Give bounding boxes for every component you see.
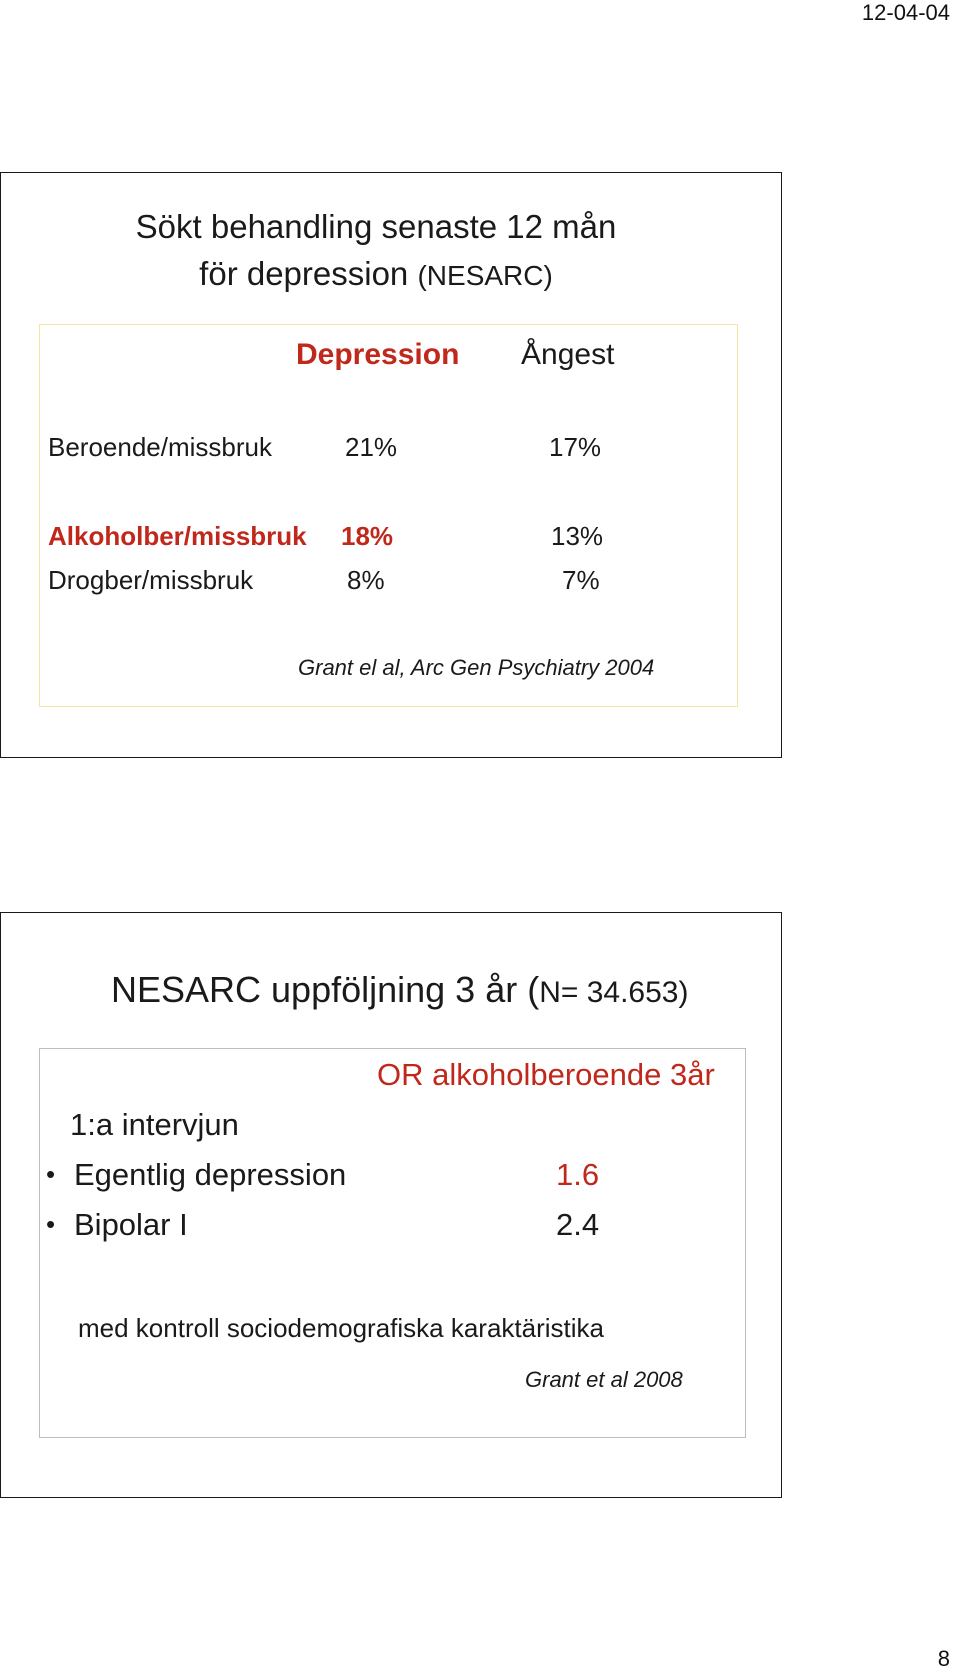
- slide-title-line-2: [0, 250, 766, 299]
- item-label: Egentlig depression: [74, 1157, 347, 1192]
- slide-title: [0, 203, 766, 299]
- slide-title-sample-size: N= 34.653): [539, 976, 689, 1009]
- odds-ratio-box: [39, 1048, 746, 1438]
- row-depression-value: 21%: [345, 432, 398, 462]
- item-label: Bipolar I: [74, 1207, 188, 1242]
- column-header-depression: Depression: [296, 338, 460, 371]
- citation: Grant et al 2008: [525, 1367, 683, 1392]
- interview-label: 1:a intervjun: [70, 1107, 239, 1142]
- slide-nesarc-followup: [0, 912, 782, 1498]
- slide-treatment-sought: [0, 172, 782, 758]
- slide-title-source: (NESARC): [417, 260, 553, 291]
- date-stamp: 12-04-04: [861, 0, 950, 25]
- citation: Grant el al, Arc Gen Psychiatry 2004: [298, 655, 655, 680]
- row-label: Alkoholber/missbruk: [48, 521, 307, 551]
- row-label: Drogber/missbruk: [48, 565, 254, 595]
- control-note: med kontroll sociodemografiska karaktäristika: [78, 1313, 604, 1343]
- row-depression-value: 8%: [347, 565, 385, 595]
- row-depression-value: 18%: [341, 521, 394, 551]
- row-label: Beroende/missbruk: [48, 432, 272, 462]
- row-angest-value: 7%: [562, 565, 600, 595]
- item-value: 2.4: [556, 1207, 600, 1242]
- item-value: 1.6: [556, 1157, 600, 1192]
- slide-title-line-1: Sökt behandling senaste 12 mån: [135, 208, 617, 245]
- or-header: OR alkoholberoende 3år: [377, 1057, 715, 1092]
- slide-title-line-2-main: för depression: [199, 255, 409, 292]
- bullet-marker: •: [46, 1209, 56, 1239]
- treatment-table: [39, 324, 738, 707]
- page-number: 8: [937, 1646, 950, 1671]
- slide-title-main: NESARC uppföljning 3 år (: [111, 969, 540, 1010]
- slide-title: [111, 969, 688, 1011]
- row-angest-value: 17%: [549, 432, 602, 462]
- bullet-marker: •: [46, 1159, 56, 1189]
- row-angest-value: 13%: [551, 521, 604, 551]
- column-header-angest: Ångest: [521, 338, 615, 371]
